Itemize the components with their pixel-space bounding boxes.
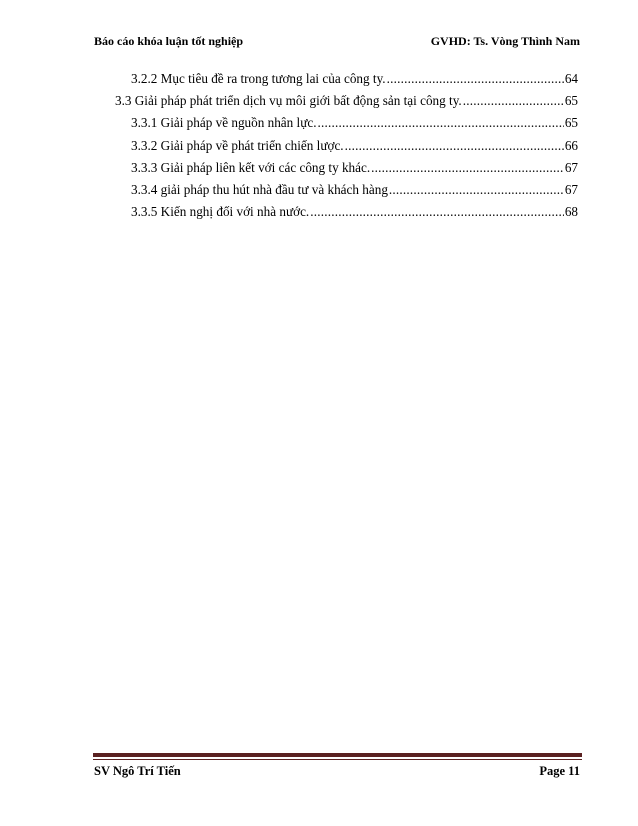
toc-entry[interactable] [110,90,578,112]
table-of-contents [110,68,578,223]
toc-entry-page: 65 [564,115,578,131]
toc-entry-title: 3.3.1 Giải pháp về nguồn nhân lực. [131,115,317,131]
toc-dot-leader [387,68,564,90]
toc-entry-page: 64 [564,71,578,86]
toc-entry-title: 3.3 Giải pháp phát triển dịch vụ môi giới bất động sản tại công ty. [115,93,462,109]
toc-entry-title: 3.3.3 Giải pháp liên kết với các công ty khác. [131,159,371,175]
toc-dot-leader [345,135,564,157]
toc-entry-page: 65 [564,93,578,109]
toc-entry-page: 66 [564,137,578,153]
footer-page-number: Page 11 [539,764,580,778]
toc-dot-leader [371,157,564,179]
toc-entry[interactable] [110,112,578,134]
toc-dot-leader [318,112,564,134]
toc-entry[interactable] [110,201,578,223]
toc-entry-page: 67 [564,159,578,175]
toc-entry[interactable] [110,68,578,90]
toc-dot-leader [310,201,564,223]
header-supervisor: GVHD: Ts. Vòng Thình Nam [430,34,580,48]
header-report-title: Báo cáo khóa luận tốt nghiệp [94,34,244,48]
toc-entry-title: 3.3.2 Giải pháp về phát triển chiến lược. [131,137,344,153]
toc-entry-page: 67 [564,181,578,197]
toc-entry[interactable] [110,179,578,201]
page-footer [94,764,580,784]
toc-entry-page: 68 [564,204,578,220]
toc-entry[interactable] [110,135,578,157]
toc-entry-title: 3.2.2 Mục tiêu đề ra trong tương lai của công ty. [131,71,386,86]
toc-entry-title: 3.3.4 giải pháp thu hút nhà đầu tư và khách hàng [131,181,388,197]
toc-entry[interactable] [110,157,578,179]
toc-dot-leader [389,179,564,201]
page-header [94,34,580,54]
toc-dot-leader [463,90,564,112]
footer-student-name: SV Ngô Trí Tiến [94,764,181,778]
footer-rule-thick [93,753,582,757]
toc-entry-title: 3.3.5 Kiến nghị đối với nhà nước. [131,204,310,220]
footer-rule-thin [93,759,582,760]
